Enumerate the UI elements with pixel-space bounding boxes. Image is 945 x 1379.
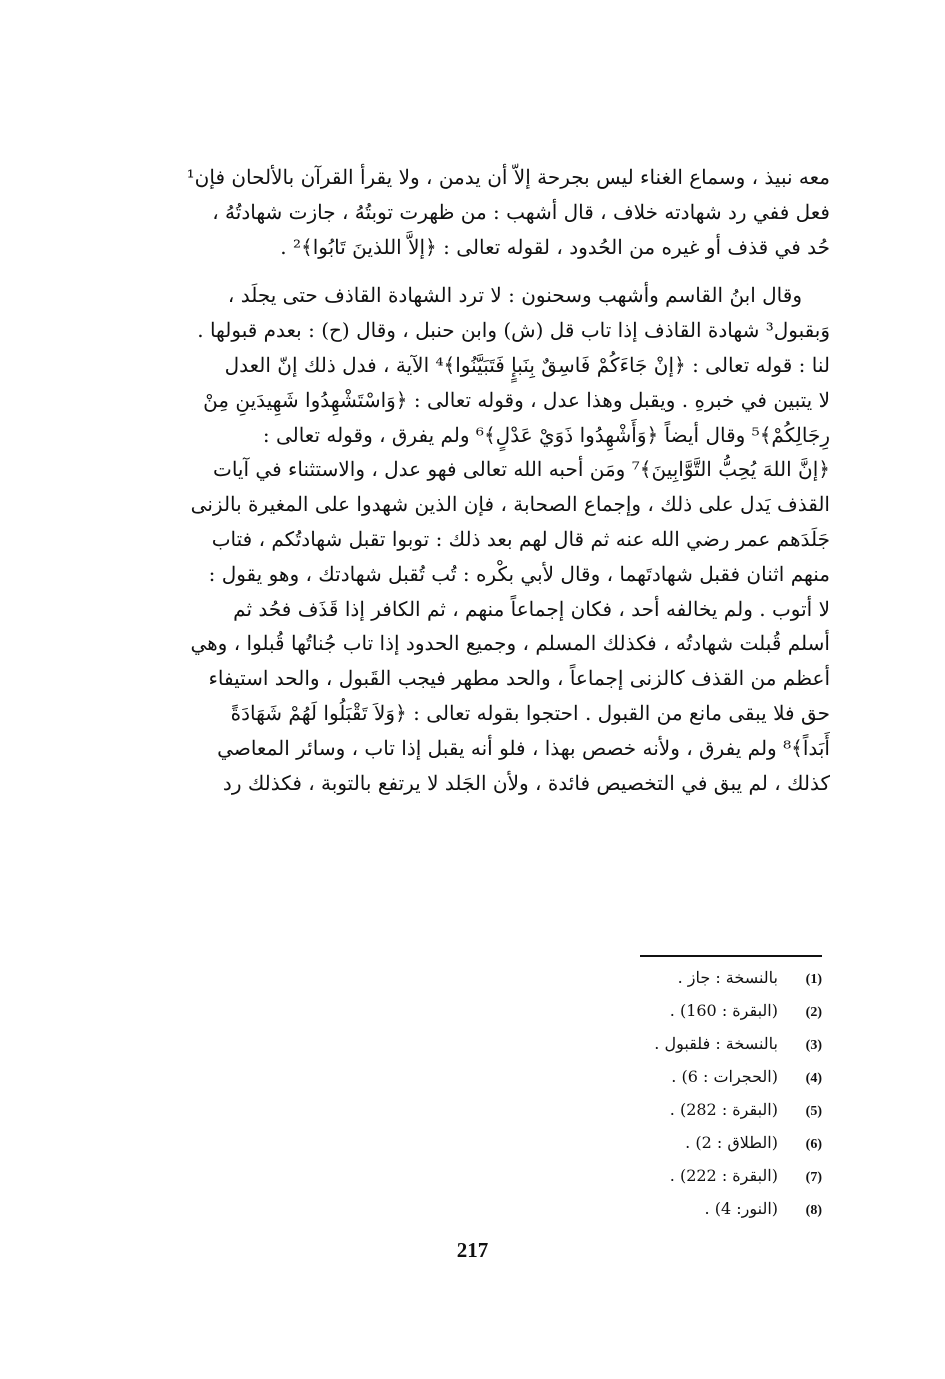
footnote-item <box>560 1028 822 1061</box>
footnote-text: (الحجرات : 6) . <box>671 1067 778 1086</box>
text-line: لنا : قوله تعالى : ﴿إنْ جَاءَكُمْ فَاسِقٌ بِنَبإٍ فَتَبَيَّنُوا﴾⁴ الآية ، فدل ذلك إنّ العدل <box>224 352 830 377</box>
paragraph-2 <box>150 278 830 800</box>
footnote-item <box>560 1094 822 1127</box>
text-line: منهم اثنان فقبل شهادتَهما ، وقال لأبي بكْره : تُب تُقبل شهادتك ، وهو يقول : <box>208 561 830 586</box>
text-line: وَبقبول³ شهادة القاذف إذا تاب قل (ش) وابن حنبل ، وقال (ح) : بعدم قبولها . <box>197 318 830 343</box>
text-line: حق فلا يبقى مانع من القبول . احتجوا بقوله تعالى : ﴿وَلاَ تَقْبَلُوا لَهُمْ شَهَادَةً <box>230 700 830 725</box>
text-line: ﴿إنَّ اللهَ يُحِبُّ التَّوَّابِينَ﴾⁷ ومَن أحبه الله تعالى فهو عدل ، والاستثناء في آيات <box>213 457 830 482</box>
footnotes <box>560 962 822 1226</box>
footnote-item <box>560 995 822 1028</box>
footnote-number: (7) <box>805 1170 822 1185</box>
text-line: رِجَالِكُمْ﴾⁵ وقال أيضاً ﴿وَأَشْهِدُوا ذَوَيْ عَدْلٍ﴾⁶ ولم يفرق ، وقوله تعالى : <box>262 422 830 447</box>
footnote-number: (6) <box>805 1137 822 1152</box>
text-line: أعظم من القذف كالزنى إجماعاً ، والحد مطهر فيجب القَبول ، والحد استيفاء <box>208 666 830 691</box>
footnote-item <box>560 1193 822 1226</box>
footnote-number: (5) <box>805 1104 822 1119</box>
text-line: أسلم قُبلت شهادتُه ، فكذلك المسلم ، وجميع الحدود إذا تاب جُناتُها قُبلوا ، وهي <box>190 631 830 656</box>
footnote-number: (4) <box>805 1071 822 1086</box>
text-line: وقال ابنُ القاسم وأشهب وسحنون : لا ترد الشهادة القاذف حتى يجلَد ، <box>227 283 802 308</box>
paragraph-1 <box>150 160 830 264</box>
footnote-text: (البقرة : 160) . <box>669 1001 778 1020</box>
text-line: لا أتوب . ولم يخالفه أحد ، فكان إجماعاً منهم ، ثم الكافر إذا قَذَف فحُد ثم <box>233 596 830 621</box>
text-line: كذلك ، لم يبق في التخصيص فائدة ، ولأن الجَلد لا يرتفع بالتوبة ، فكذلك رد <box>222 770 830 795</box>
footnote-text: (النور: 4) . <box>704 1199 778 1218</box>
text-line: فعل ففي رد شهادته خلاف ، قال أشهب : من ظهرت توبتُهُ ، جازت شهادتُهُ ، <box>212 199 830 224</box>
footnote-separator <box>640 955 822 957</box>
footnote-text: بالنسخة : فلقبول . <box>654 1034 778 1053</box>
main-text <box>150 160 830 800</box>
text-line: معه نبيذ ، وسماع الغناء ليس بجرحة إلاّ أن يدمن ، ولا يقرأ القرآن بالألحان فإن¹ <box>186 165 830 189</box>
footnote-text: (البقرة : 222) . <box>669 1166 778 1185</box>
footnote-number: (3) <box>805 1038 822 1053</box>
footnote-number: (1) <box>805 972 822 987</box>
footnote-item <box>560 1061 822 1094</box>
text-line: القذف يَدل على ذلك ، وإجماع الصحابة ، فإن الذين شهدوا على المغيرة بالزنى <box>190 492 830 517</box>
footnote-number: (2) <box>805 1005 822 1020</box>
footnote-number: (8) <box>805 1203 822 1218</box>
page-number: 217 <box>456 1238 489 1262</box>
footnote-item <box>560 1127 822 1160</box>
footnote-text: (البقرة : 282) . <box>669 1100 778 1119</box>
text-line: حُد في قذف أو غيره من الحُدود ، لقوله تعالى : ﴿إلاَّ اللذينَ تَابُوا﴾² . <box>280 234 830 259</box>
footnote-item <box>560 1160 822 1193</box>
text-line: أَبَداً﴾⁸ ولم يفرق ، ولأنه خصص بهذا ، فلو أنه يقبل إذا تاب ، وسائر المعاصي <box>217 735 830 760</box>
footnote-item <box>560 962 822 995</box>
footnote-text: (الطلاق : 2) . <box>685 1133 778 1152</box>
footnote-text: بالنسخة : جاز . <box>677 968 778 987</box>
text-line: جَلَدَهم عمر رضي الله عنه ثم قال لهم بعد ذلك : توبوا تقبل شهادتُكم ، فتاب <box>211 526 830 551</box>
text-line: لا يتبين في خبرهِ . ويقبل وهذا عدل ، وقوله تعالى : ﴿وَاسْتَشْهِدُوا شَهِيدَينِ مِنْ <box>203 387 830 412</box>
